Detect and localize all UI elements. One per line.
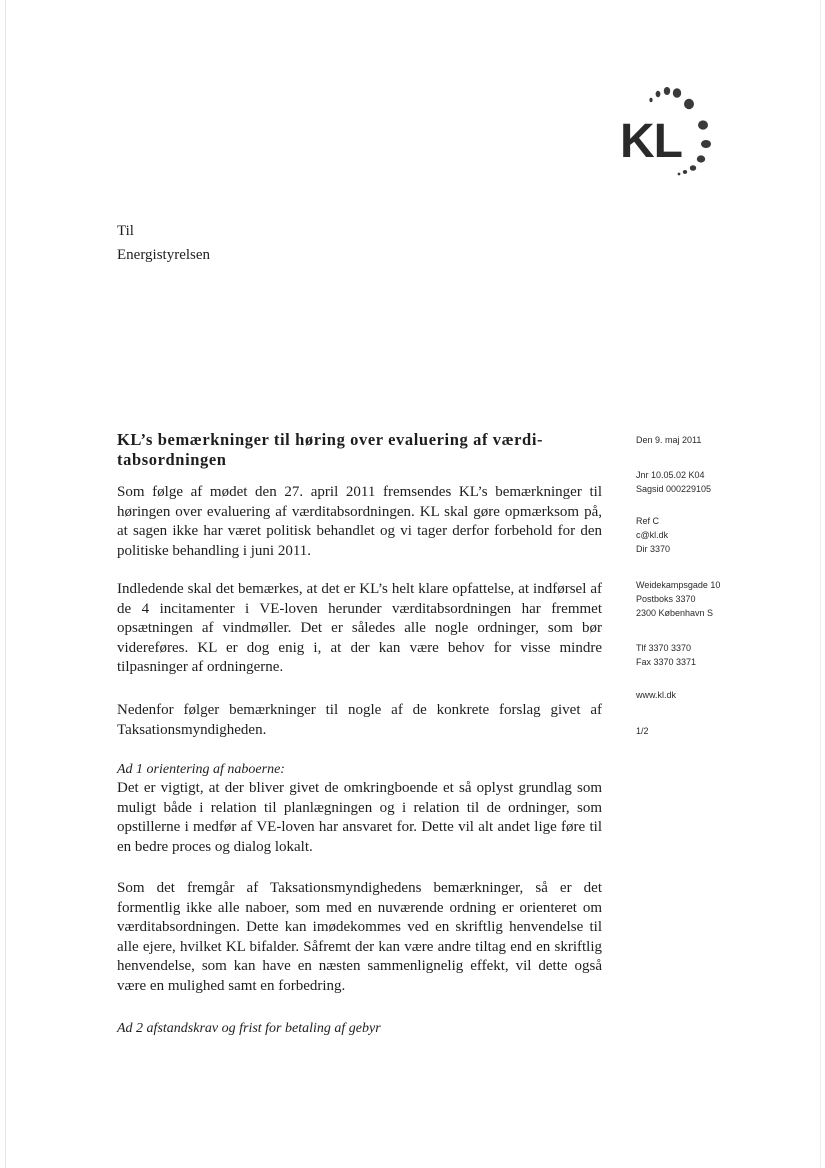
direct-phone: Dir 3370 [636, 544, 671, 554]
section-heading-2: Ad 2 afstandskrav og frist for betaling af gebyr [117, 1021, 381, 1036]
section-heading-1: Ad 1 orientering af naboerne: [117, 762, 285, 777]
scan-edge-left [5, 0, 6, 1168]
page-number: 1/2 [636, 726, 649, 736]
recipient-name: Energistyrelsen [117, 247, 211, 263]
recipient-prefix: Til [117, 223, 134, 239]
phone: Tlf 3370 3370 [636, 643, 692, 653]
contact-email: c@kl.dk [636, 530, 669, 540]
paragraph-intro: Som følge af mødet den 27. april 2011 fremsendes KL’s bemærkninger til høringen over evaluering af værditabsordningen. KL skal gøre opmærksom på, at sagen ikke har været politisk behandlet og vi tager derfor forbehold for den politiske behandling i juni 2011. [117, 484, 602, 559]
case-id: Sagsid 000229105 [636, 484, 712, 494]
scan-edge-right [820, 0, 821, 1168]
letter-title-line1: KL’s bemærkninger til høring over evaluering af værdi- [117, 430, 544, 449]
letter-title [117, 430, 597, 470]
website: www.kl.dk [636, 690, 677, 700]
city: 2300 København S [636, 608, 714, 618]
kl-logo [618, 84, 722, 180]
kl-logo-text: KL [620, 115, 682, 168]
reference: Ref C [636, 516, 660, 526]
recipient-block [117, 219, 210, 267]
paragraph-opening-remarks: Indledende skal det bemærkes, at det er KL’s helt klare opfattelse, at indførsel af de 4 incitamenter i VE-loven herunder værditabsordningen har fremmet opsætningen af vindmøller. Det er således alle nogle ordninger, som bør videreføres. KL er dog enig i, at der kan være behov for visse mindre tilpasninger af ordningerne. [117, 581, 602, 675]
paragraph-remarks-list: Nedenfor følger bemærkninger til nogle af de konkrete forslag givet af Taksationsmyndigheden. [117, 702, 602, 738]
journal-number: Jnr 10.05.02 K04 [636, 470, 705, 480]
letter-title-line2: tabsordningen [117, 450, 227, 469]
letter-date: Den 9. maj 2011 [636, 435, 702, 445]
street-address: Weidekampsgade 10 [636, 580, 721, 590]
fax: Fax 3370 3371 [636, 657, 697, 667]
postbox: Postboks 3370 [636, 594, 696, 604]
paragraph-taxation-remarks: Som det fremgår af Taksationsmyndighedens bemærkninger, så er det formentlig ikke alle naboer, som med en nuværende ordning er orienteret om værditabsordningen. Dette kan imødekommes ved en skriftlig henvendelse til alle ejere, hvilket KL bifalder. Såfremt der kan være andre tiltag end en skriftlig henvendelse, som kan have en næsten sammenlignelig effekt, vil dette også være en mulighed samt en forbedring. [117, 880, 602, 994]
paragraph-neighbour-info: Det er vigtigt, at der bliver givet de omkringboende et så oplyst grundlag som muligt både i relation til planlægningen og i relation til de ordninger, som opstillerne i medfør af VE-loven har ansvaret for. Dette vil alt andet lige føre til en bedre proces og dialog lokalt. [117, 780, 602, 855]
